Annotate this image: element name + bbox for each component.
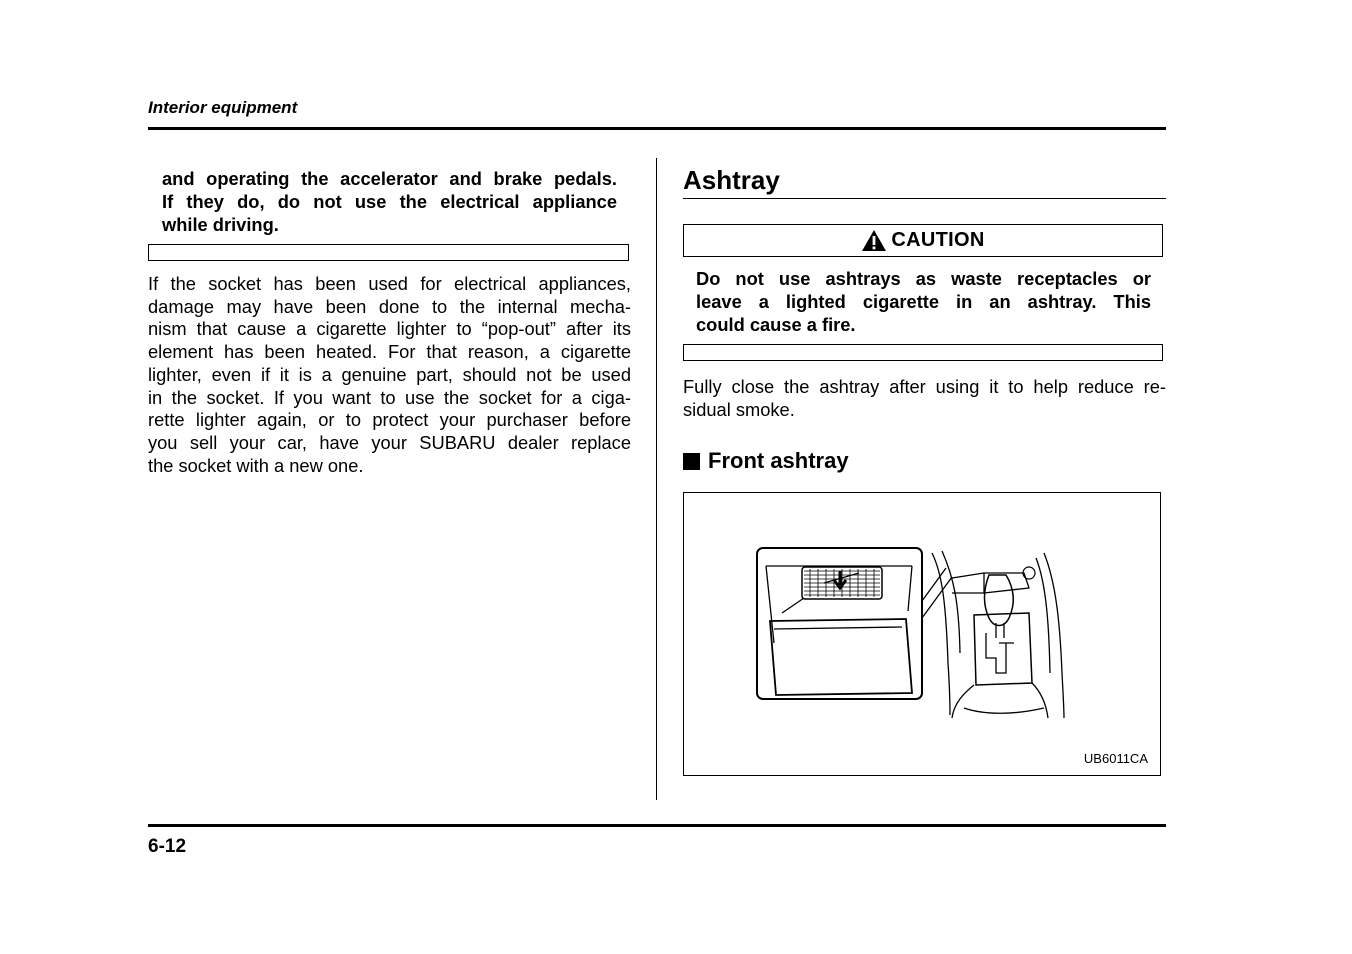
ashtray-paragraph xyxy=(683,376,1166,421)
paragraph-line: damage may have been done to the internal mecha- xyxy=(148,295,631,317)
page-number: 6-12 xyxy=(148,836,187,857)
paragraph-line: Fully close the ashtray after using it to help reduce re- xyxy=(683,376,1166,397)
caution-line: could cause a fire. xyxy=(696,314,856,335)
section-header: Interior equipment xyxy=(148,98,298,117)
subsection-title: Front ashtray xyxy=(708,448,849,473)
paragraph-line: you sell your car, have your SUBARU dealer replace xyxy=(148,431,631,453)
socket-paragraph xyxy=(148,273,631,477)
paragraph-line: sidual smoke. xyxy=(683,398,795,420)
header-rule xyxy=(148,127,1166,130)
square-bullet-icon xyxy=(683,453,700,470)
paragraph-line: the socket with a new one. xyxy=(148,454,364,476)
paragraph-line: element has been heated. For that reason, a cigarette xyxy=(148,341,631,363)
caution-box-bottom xyxy=(683,344,1163,361)
caution-line: leave a lighted cigarette in an ashtray. This xyxy=(696,291,1151,312)
column-divider xyxy=(656,158,657,800)
warning-triangle-icon xyxy=(861,229,887,252)
warning-box-bottom xyxy=(148,244,629,261)
paragraph-line: If the socket has been used for electrical appliances, xyxy=(148,273,631,294)
footer-rule xyxy=(148,824,1166,827)
caution-text xyxy=(696,267,1151,336)
warning-continuation xyxy=(162,167,617,236)
paragraph-line: rette lighter again, or to protect your purchaser before xyxy=(148,409,631,431)
warning-line: and operating the accelerator and brake pedals. xyxy=(162,168,617,189)
front-ashtray-figure xyxy=(683,492,1161,776)
paragraph-line: nism that cause a cigarette lighter to “pop-out” after its xyxy=(148,318,631,340)
caution-line: Do not use ashtrays as waste receptacles or xyxy=(696,268,1151,289)
caution-label: CAUTION xyxy=(891,229,985,251)
warning-line: while driving. xyxy=(162,214,279,235)
page-title: Ashtray xyxy=(683,165,780,195)
title-rule xyxy=(683,198,1166,199)
caution-header xyxy=(683,224,1163,257)
paragraph-line: in the socket. If you want to use the socket for a ciga- xyxy=(148,386,631,408)
subsection-heading xyxy=(683,448,849,474)
ashtray-illustration xyxy=(684,493,1160,775)
paragraph-line: lighter, even if it is a genuine part, should not be used xyxy=(148,363,631,385)
warning-line: If they do, do not use the electrical appliance xyxy=(162,191,617,212)
figure-code: UB6011CA xyxy=(1083,751,1148,766)
